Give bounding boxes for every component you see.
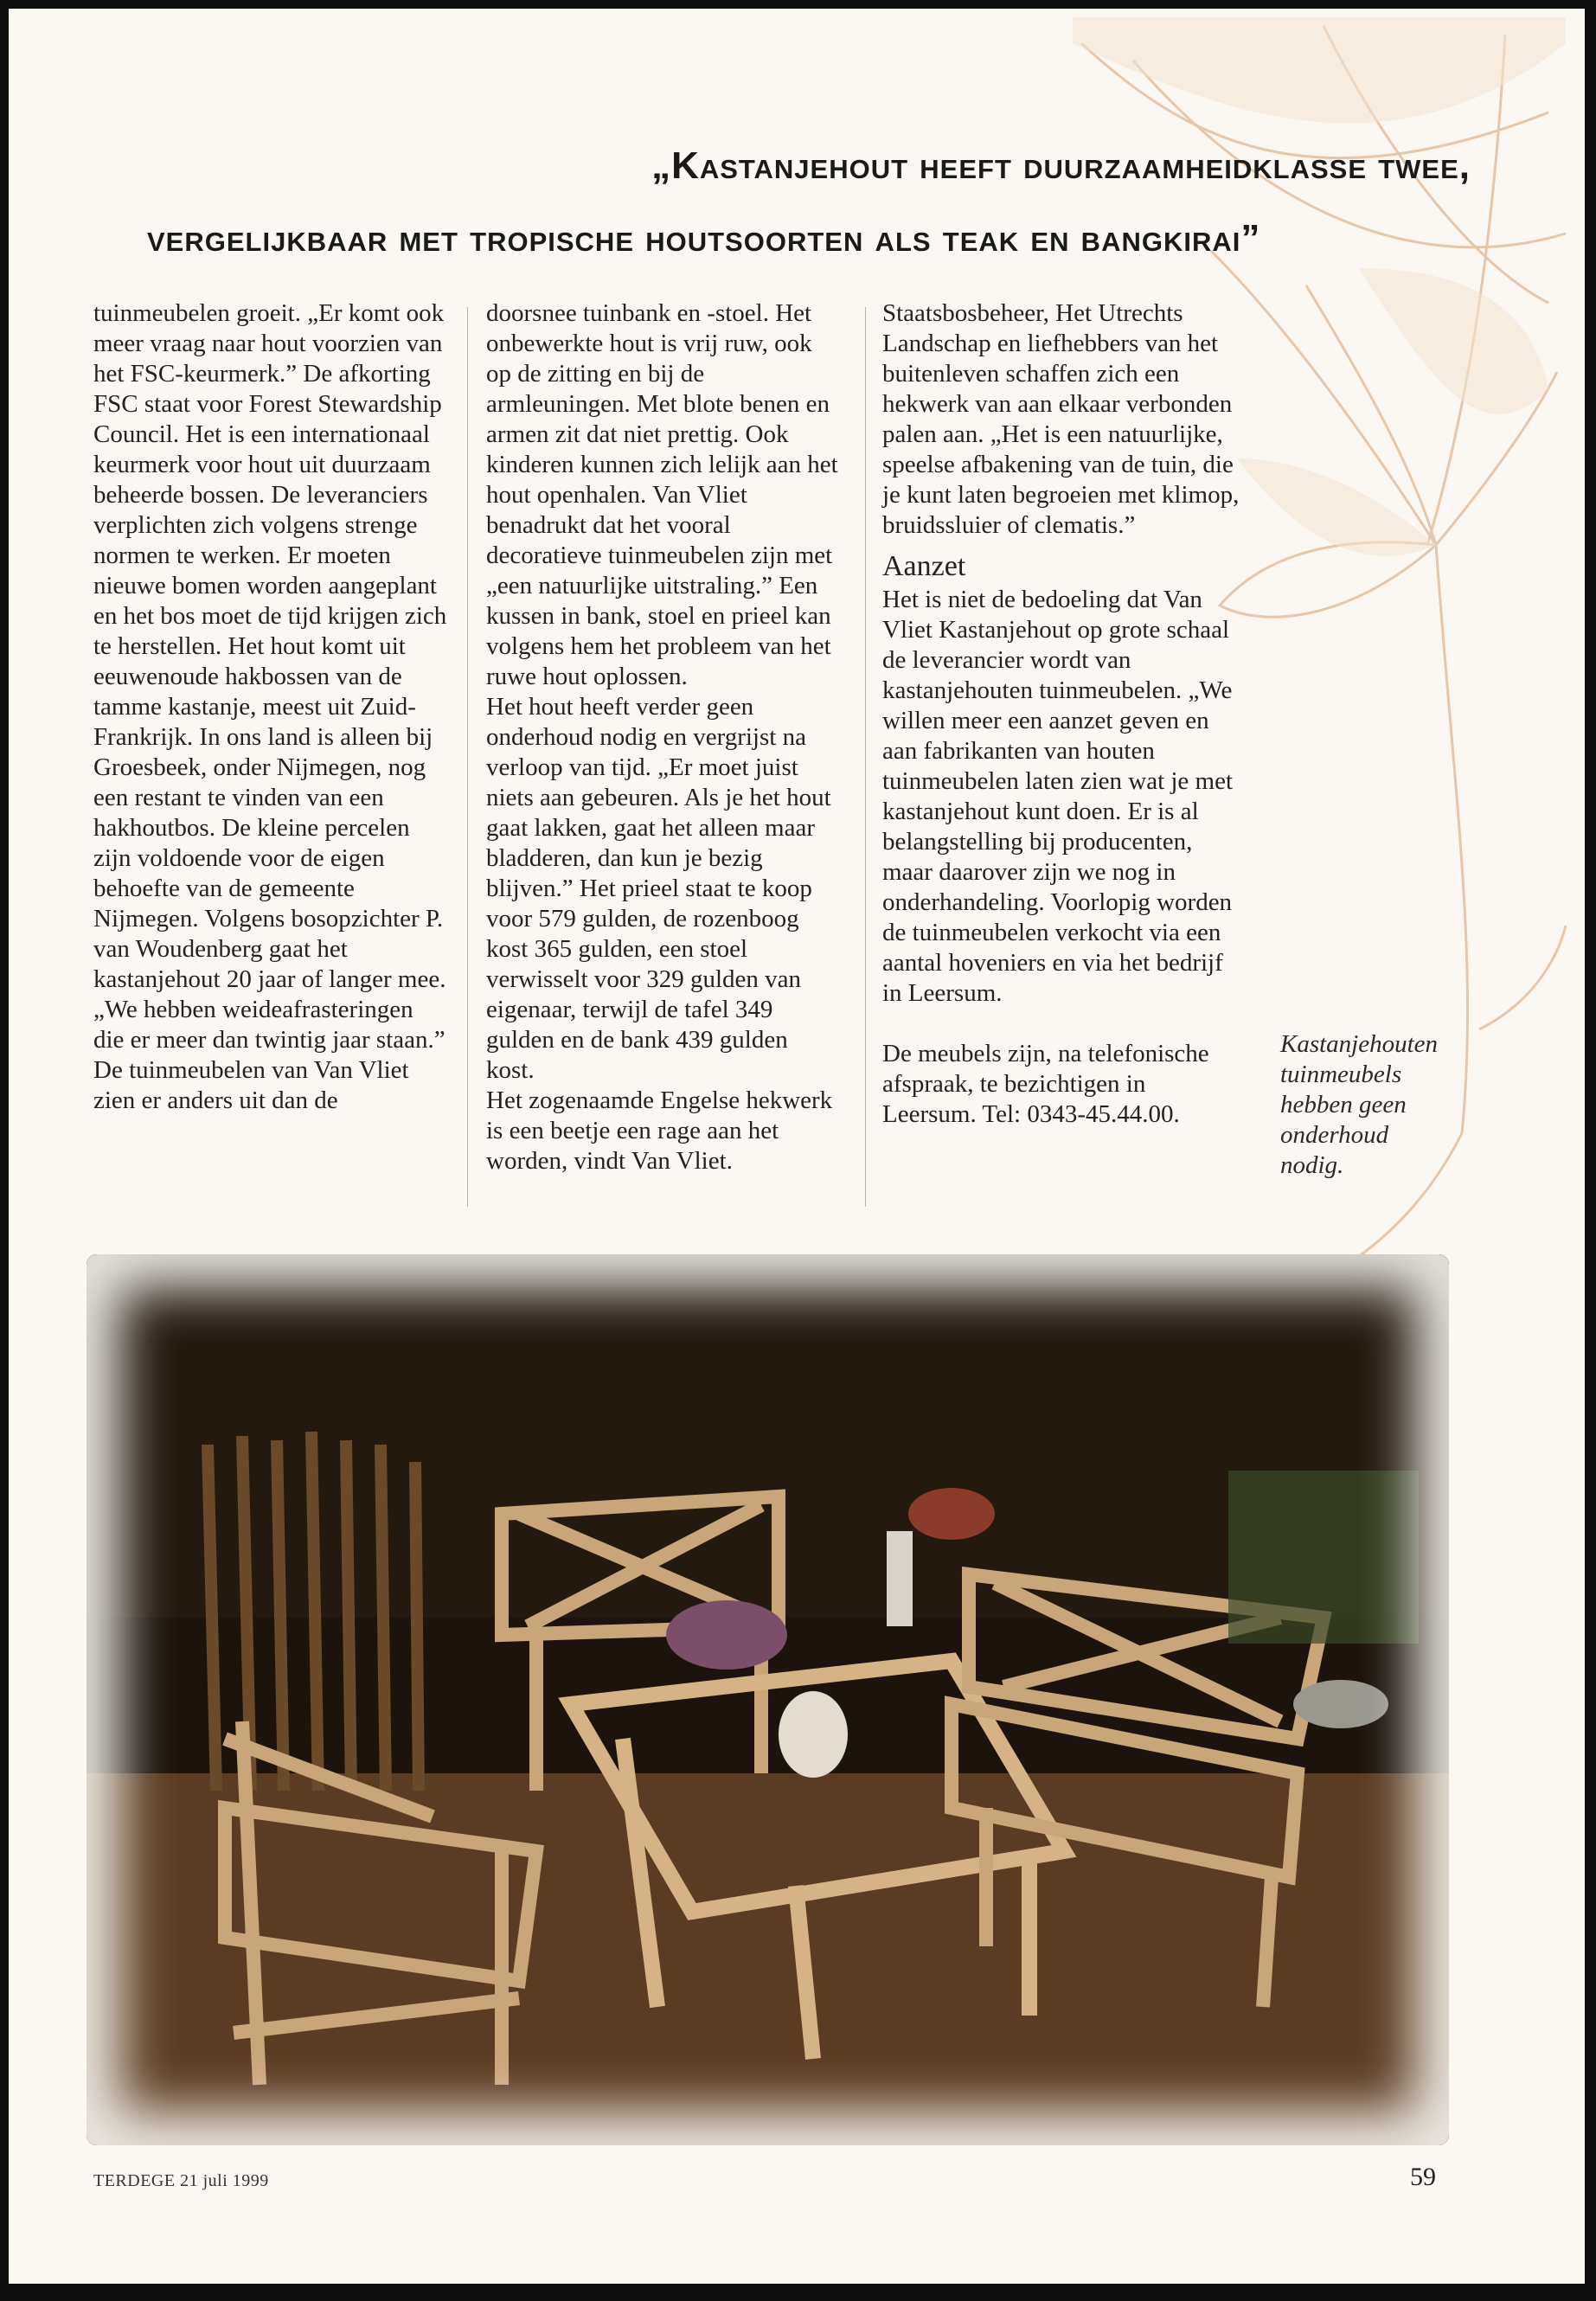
paragraph: Het hout heeft verder geen onderhoud nodig en vergrijst na verloop van tijd. „Er moet juist niets aan gebeuren. Als je het hout gaat lakken, gaat het alleen maar bladderen, dan kun je bezig blijven.” Het prieel staat te koop voor 579 gulden, de rozenboog kost 365 gulden, een stoel verwisselt voor 329 gulden van eigenaar, terwijl de tafel 349 gulden en de bank 439 gulden kost. bbox=[486, 693, 831, 1084]
article-column-2 bbox=[486, 298, 841, 1176]
paragraph: De tuinmeubelen van Van Vliet zien er anders uit dan de bbox=[93, 1056, 409, 1114]
paragraph: Het zogenaamde Engelse hekwerk is een beetje een rage aan het worden, vindt Van Vliet. bbox=[486, 1086, 833, 1175]
page-number: 59 bbox=[1410, 2163, 1436, 2191]
footer-publication: TERDEGE 21 juli 1999 bbox=[93, 2171, 269, 2190]
article-column-1 bbox=[93, 298, 448, 1116]
photo-caption: Kastanjehouten tuinmeubels hebben geen onderhoud nodig. bbox=[1280, 1030, 1439, 1179]
paragraph: doorsnee tuinbank en -stoel. Het onbewerkte hout is vrij ruw, ook op de zitting en bij de armleuningen. Met blote benen en armen zit dat niet prettig. Ook kinderen kunnen zich lelijk aan het hout openhalen. Van Vliet benadrukt dat het vooral decoratieve tuinmeubelen zijn met „een natuurlijke uitstraling.” Een kussen in bank, stoel en prieel kan volgens hem het probleem van het ruwe hout oplossen. bbox=[486, 299, 838, 690]
paragraph: De meubels zijn, na telefonische afspraak, te bezichtigen in Leersum. Tel: 0343-45.44.00. bbox=[882, 1040, 1209, 1128]
paragraph: Het is niet de bedoeling dat Van Vliet Kastanjehout op grote schaal de leverancier wordt van kastanjehouten tuinmeubelen. „We willen meer een aanzet geven en aan fabrikanten van houten tuinmeubelen laten zien wat je met kastanjehout kunt doen. Er is al belangstelling bij producenten, maar daarover zijn we nog in onderhandeling. Voorlopig worden de tuinmeubelen verkocht via een aantal hoveniers en via het bedrijf in Leersum. bbox=[882, 586, 1234, 1007]
garden-furniture-photo bbox=[87, 1254, 1449, 2145]
column-divider bbox=[865, 307, 866, 1207]
pull-quote-headline bbox=[61, 130, 1531, 275]
headline-line-2: vergelijkbaar met tropische houtsoorten als teak en bangkirai” bbox=[147, 217, 1261, 260]
paragraph: Staatsbosbeheer, Het Utrechts Landschap en liefhebbers van het buitenleven schaffen zich een hekwerk van aan elkaar verbonden palen aan. „Het is een natuurlijke, speelse afbakening van de tuin, die je kunt laten begroeien met klimop, bruidssluier of clematis.” bbox=[882, 299, 1240, 539]
article-column-3 bbox=[882, 298, 1246, 1130]
magazine-page bbox=[9, 9, 1585, 2284]
paragraph: tuinmeubelen groeit. „Er komt ook meer vraag naar hout voorzien van het FSC-keurmerk.” De afkorting FSC staat voor Forest Stewardship Council. Het is een internationaal keurmerk voor hout uit duurzaam beheerde bossen. De leveranciers verplichten zich volgens strenge normen te werken. Er moeten nieuwe bomen worden aangeplant en het bos moet de tijd krijgen zich te herstellen. Het hout komt uit eeuwenoude hakbossen van de tamme kastanje, meest uit Zuid-Frankrijk. In ons land is alleen bij Groesbeek, onder Nijmegen, nog een restant te vinden van een hakhoutbos. De kleine percelen zijn voldoende voor de eigen behoefte van de gemeente Nijmegen. Volgens bosopzichter P. van Woudenberg gaat het kastanjehout 20 jaar of langer mee. „We hebben weideafrasteringen die er meer dan twintig jaar staan.” bbox=[93, 299, 447, 1054]
column-divider bbox=[467, 307, 468, 1207]
headline-line-1: „Kastanjehout heeft duurzaamheidklasse twee, bbox=[651, 144, 1471, 187]
subheading: Aanzet bbox=[882, 550, 966, 582]
